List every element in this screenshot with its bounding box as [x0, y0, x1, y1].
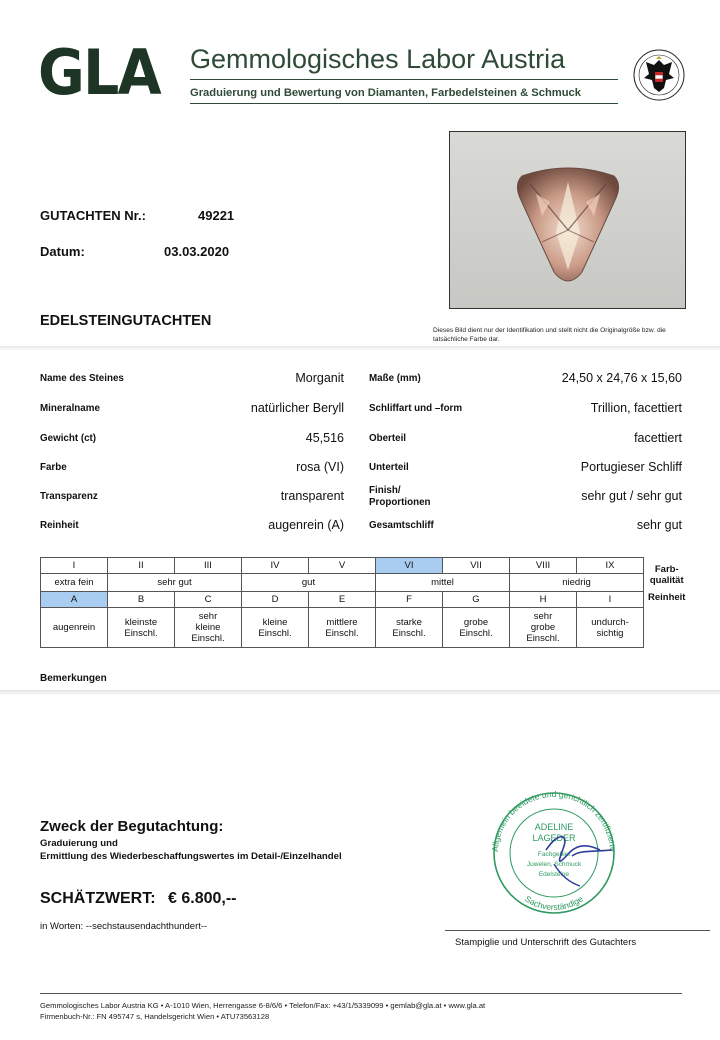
- clarity-desc-line: grobe: [530, 622, 556, 633]
- stamp-line3: Fachgebiet: [537, 851, 571, 858]
- clarity-desc-cell: [309, 608, 376, 648]
- cut-label: Schliffart und –form: [369, 403, 463, 414]
- grading-scales-table: [40, 557, 685, 648]
- clarity-desc-line: Einschl.: [392, 627, 426, 639]
- stamp-name-line1: ADELINE: [534, 822, 574, 832]
- morganite-trillion-image: [450, 132, 686, 309]
- color-group-cell: sehr gut: [108, 574, 242, 592]
- clarity-desc-cell: [510, 608, 577, 648]
- clarity-grade-row: [41, 592, 686, 608]
- date-label: Datum:: [40, 244, 85, 259]
- clarity-desc-line: Einschl.: [258, 627, 292, 639]
- clarity-desc-row: [41, 608, 686, 648]
- clarity-desc-cell: [443, 608, 510, 648]
- expert-stamp-seal-icon: [484, 790, 624, 916]
- estimated-value-amount: € 6.800,--: [168, 890, 237, 907]
- clarity-grade-cell: H: [510, 592, 577, 608]
- clarity-desc-line: grobe: [463, 616, 489, 628]
- color-grade-cell: III: [175, 558, 242, 574]
- dimensions-value: 24,50 x 24,76 x 15,60: [561, 371, 682, 385]
- color-grade-cell: II: [108, 558, 175, 574]
- header-rule-bottom: [190, 103, 618, 104]
- clarity-desc-line: sehr: [198, 611, 218, 622]
- color-grade-cell: V: [309, 558, 376, 574]
- finish-label-line2: Proportionen: [369, 497, 431, 508]
- purpose-line1: Graduierung und: [40, 838, 118, 849]
- overall-cut-label: Gesamtschliff: [369, 520, 434, 531]
- clarity-grade-cell: G: [443, 592, 510, 608]
- austrian-eagle-crest-icon: [632, 46, 686, 108]
- color-group-cell: gut: [242, 574, 376, 592]
- color-quality-label-line2: qualität: [649, 574, 684, 586]
- clarity-desc-line: Einschl.: [325, 627, 359, 639]
- clarity-desc-cell: [41, 608, 108, 648]
- overall-cut-value: sehr gut: [636, 518, 682, 532]
- transparency-label: Transparenz: [40, 491, 98, 502]
- clarity-desc-line: starke: [396, 616, 422, 628]
- clarity-desc-line: sehr: [533, 611, 553, 622]
- color-group-cell: extra fein: [41, 574, 108, 592]
- clarity-desc-line: Einschl.: [459, 627, 493, 639]
- clarity-scale-label: Reinheit: [648, 591, 686, 603]
- gemstone-photo: [449, 131, 686, 309]
- color-group-cell: niedrig: [510, 574, 644, 592]
- clarity-desc-line: kleine: [195, 622, 221, 633]
- weight-label: Gewicht (ct): [40, 433, 97, 444]
- clarity-desc-line: Einschl.: [526, 633, 560, 644]
- color-grade-cell: VIII: [510, 558, 577, 574]
- clarity-desc-line: Einschl.: [191, 633, 225, 644]
- dimensions-label: Maße (mm): [369, 373, 421, 384]
- purpose-line2: Ermittlung des Wiederbeschaffungswertes im Detail-/Einzelhandel: [40, 851, 342, 862]
- clarity-grade-cell: B: [108, 592, 175, 608]
- clarity-desc-line: augenrein: [52, 622, 96, 633]
- remarks-label: Bemerkungen: [40, 673, 107, 684]
- color-quality-label: [644, 558, 686, 592]
- color-value: rosa (VI): [296, 460, 344, 474]
- clarity-desc-cell: [242, 608, 309, 648]
- value-in-words: in Worten: --sechstausendachthundert--: [40, 921, 208, 932]
- mineral-name-value: natürlicher Beryll: [250, 401, 344, 415]
- clarity-desc-line: mittlere: [326, 616, 358, 628]
- color-group-row: [41, 574, 686, 592]
- section-band-2: [0, 690, 720, 695]
- report-number-label: GUTACHTEN Nr.:: [40, 208, 146, 223]
- pavilion-label: Unterteil: [369, 462, 409, 473]
- clarity-desc-line: kleine: [262, 616, 288, 628]
- color-grade-cell: IV: [242, 558, 309, 574]
- clarity-desc-line: kleinste: [124, 616, 158, 628]
- header-rule: [190, 79, 618, 80]
- crown-value: facettiert: [634, 431, 682, 445]
- certificate-title: EDELSTEINGUTACHTEN: [40, 313, 212, 329]
- color-grade-row: [41, 558, 686, 574]
- clarity-grade-cell: C: [175, 592, 242, 608]
- stamp-ring-top: Allgemein beeidete und gerichtlich zertifizierte: [489, 790, 619, 853]
- signature-line: [445, 930, 710, 931]
- clarity-desc-cell: [175, 608, 242, 648]
- cut-value: Trillion, facettiert: [590, 401, 682, 415]
- clarity-grade-cell: I: [577, 592, 644, 608]
- transparency-value: transparent: [280, 489, 344, 503]
- estimated-value-label: SCHÄTZWERT:: [40, 890, 156, 907]
- finish-label: [369, 485, 431, 509]
- color-label: Farbe: [40, 462, 67, 473]
- clarity-desc-line: undurch-: [591, 616, 629, 628]
- org-subtitle: Graduierung und Bewertung von Diamanten, Farbedelsteinen & Schmuck: [190, 87, 582, 99]
- stone-name-value: Morganit: [295, 371, 344, 385]
- section-band: [0, 346, 720, 350]
- footer-address: Gemmologisches Labor Austria KG • A-1010 Wien, Herrengasse 6-8/6/6 • Telefon/Fax: +43/1/5339099 • gemlab@gla.at • www.gla.at: [40, 1001, 486, 1010]
- color-quality-label-line1: Farb-: [654, 563, 679, 575]
- clarity-grade-cell: F: [376, 592, 443, 608]
- stamp-line4: Juwelen, Schmuck: [526, 861, 582, 868]
- mineral-name-label: Mineralname: [40, 403, 100, 414]
- footer-rule: [40, 993, 682, 994]
- finish-label-line1: Finish/: [369, 485, 401, 496]
- clarity-grade-cell: D: [242, 592, 309, 608]
- stamp-ring-bottom: Sachverständige: [523, 893, 585, 913]
- finish-value: sehr gut / sehr gut: [581, 489, 682, 503]
- stamp-name-line2: LAGEDER: [532, 833, 576, 843]
- report-date: 03.03.2020: [164, 244, 230, 259]
- clarity-grade-cell-selected: A: [41, 592, 108, 608]
- report-number: 49221: [198, 208, 235, 223]
- clarity-desc-cell: [376, 608, 443, 648]
- clarity-desc-line: Einschl.: [124, 627, 158, 639]
- clarity-value: augenrein (A): [268, 518, 344, 532]
- pavilion-value: Portugieser Schliff: [580, 460, 682, 474]
- color-group-cell: mittel: [376, 574, 510, 592]
- clarity-label: Reinheit: [40, 520, 79, 531]
- signature-caption: Stampiglie und Unterschrift des Gutachters: [455, 937, 637, 948]
- color-grade-cell: I: [41, 558, 108, 574]
- photo-disclaimer: Dieses Bild dient nur der Identifikation und stellt nicht die Originalgröße bzw. die tatsächliche Farbe dar.: [433, 327, 666, 343]
- weight-value: 45,516: [305, 431, 344, 445]
- footer-registry: Firmenbuch-Nr.: FN 495747 s, Handelsgericht Wien • ATU73563128: [40, 1012, 270, 1021]
- color-grade-cell: IX: [577, 558, 644, 574]
- clarity-desc-cell: [108, 608, 175, 648]
- org-name: Gemmologisches Labor Austria: [190, 44, 566, 74]
- crown-label: Oberteil: [369, 433, 407, 444]
- stamp-line5: Edelsteine: [538, 871, 570, 878]
- color-grade-cell: VII: [443, 558, 510, 574]
- clarity-grade-cell: E: [309, 592, 376, 608]
- clarity-desc-cell: [577, 608, 644, 648]
- stone-name-label: Name des Steines: [40, 373, 124, 384]
- gla-logo: GLA: [38, 36, 160, 109]
- color-grade-cell-selected: VI: [376, 558, 443, 574]
- clarity-desc-line: sichtig: [596, 627, 624, 639]
- purpose-title: Zweck der Begutachtung:: [40, 818, 224, 835]
